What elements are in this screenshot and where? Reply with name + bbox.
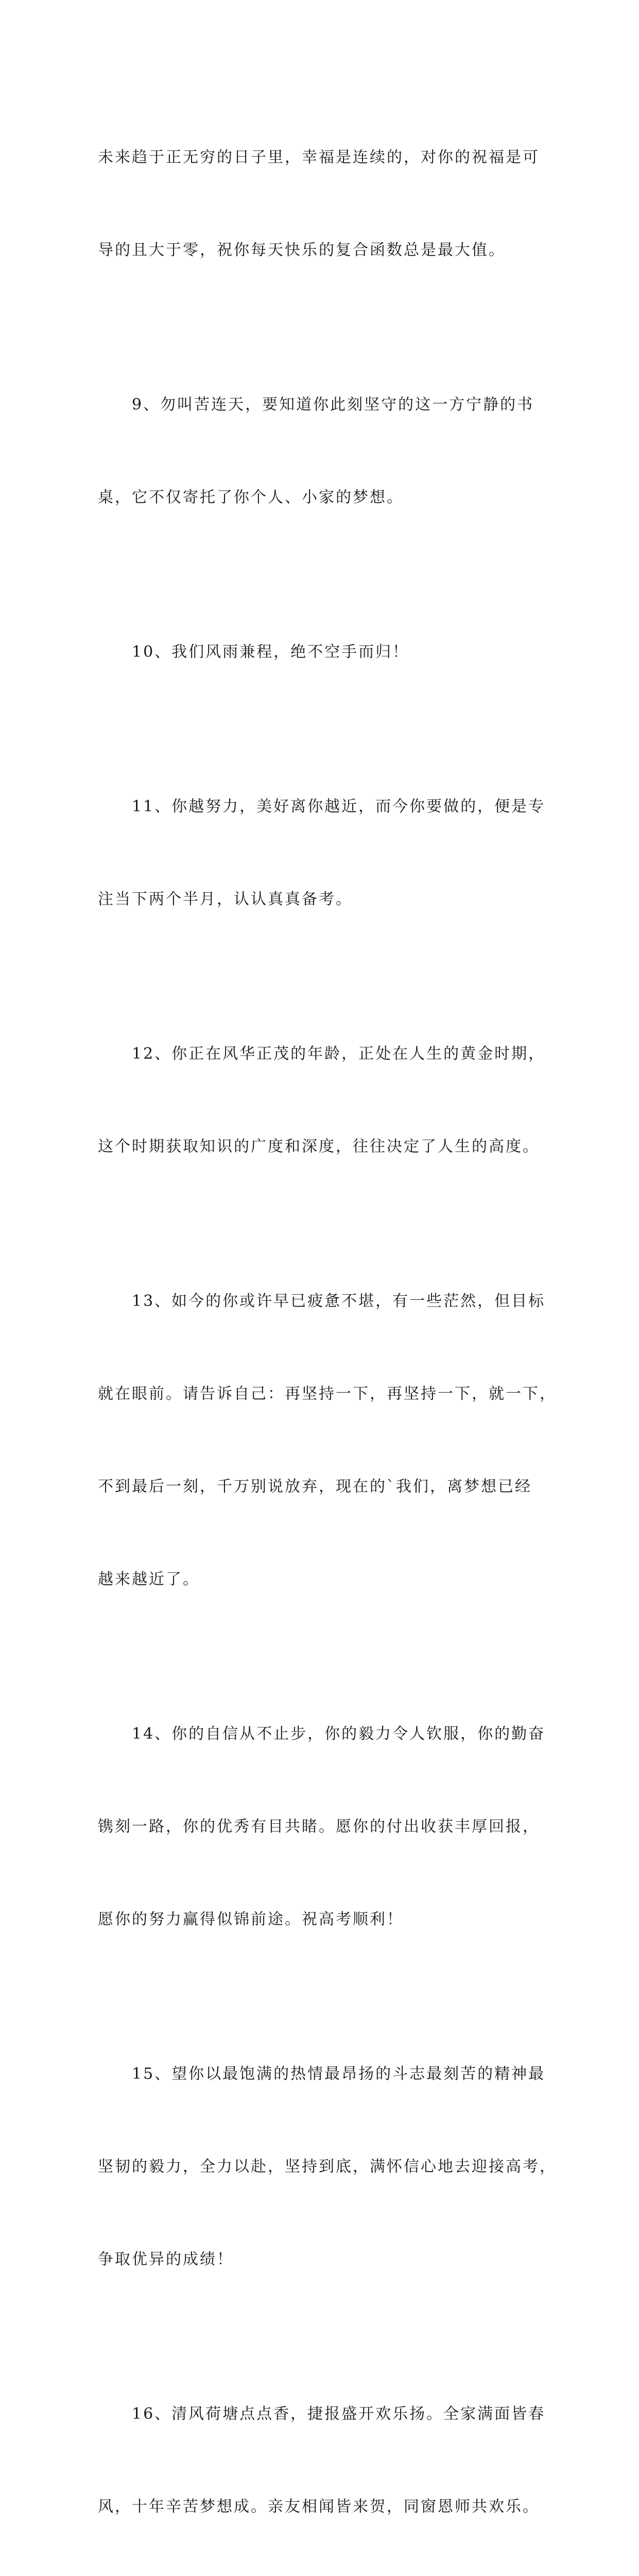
text-line: 桌，它不仅寄托了你个人、小家的梦想。 xyxy=(98,488,404,506)
text-line: 9、勿叫苦连天，要知道你此刻坚守的这一方宁静的书 xyxy=(132,396,534,414)
text-line: 13、如今的你或许早已疲惫不堪，有一些茫然，但目标 xyxy=(132,1292,546,1310)
text-line: 越来越近了。 xyxy=(98,1570,200,1588)
text-line: 镌刻一路，你的优秀有目共睹。愿你的付出收获丰厚回报， xyxy=(98,1818,540,1836)
paragraph-item-9 xyxy=(98,328,551,575)
paragraph-item-10 xyxy=(98,575,551,730)
paragraph-item-13 xyxy=(98,1224,557,1657)
text-line: 14、你的自信从不止步，你的毅力令人钦服，你的勤奋 xyxy=(132,1725,546,1743)
text-line: 风，十年辛苦梦想成。亲友相闻皆来贺，同窗恩师共欢乐。 xyxy=(98,2498,540,2516)
paragraph-item-11 xyxy=(98,730,551,977)
text-line: 坚韧的毅力，全力以赴，坚持到底，满怀信心地去迎接高考， xyxy=(98,2158,557,2176)
paragraph-item-16 xyxy=(98,2337,551,2576)
paragraph-item-12 xyxy=(98,977,551,1224)
text-line: 10、我们风雨兼程，绝不空手而归！ xyxy=(132,643,410,661)
paragraph-continuation xyxy=(98,80,551,328)
text-line: 就在眼前。请告诉自己：再坚持一下，再坚持一下，就一下， xyxy=(98,1385,557,1403)
paragraph-item-14 xyxy=(98,1657,551,1997)
text-line: 愿你的努力赢得似锦前途。祝高考顺利！ xyxy=(98,1910,404,1928)
document-body xyxy=(98,80,557,2576)
text-line: 这个时期获取知识的广度和深度，往往决定了人生的高度。 xyxy=(98,1138,540,1156)
text-line: 不到最后一刻，千万别说放弃，现在的`我们，离梦想已经 xyxy=(98,1478,532,1496)
text-line: 16、清风荷塘点点香，捷报盛开欢乐扬。全家满面皆春 xyxy=(132,2405,546,2423)
text-line: 15、望你以最饱满的热情最昂扬的斗志最刻苦的精神最 xyxy=(132,2065,546,2083)
paragraph-item-15 xyxy=(98,1997,557,2337)
text-line: 争取优异的成绩！ xyxy=(98,2250,234,2268)
text-line: 12、你正在风华正茂的年龄，正处在人生的黄金时期， xyxy=(132,1045,546,1063)
text-line: 11、你越努力，美好离你越近，而今你要做的，便是专 xyxy=(132,798,546,816)
text-line: 注当下两个半月，认认真真备考。 xyxy=(98,890,353,908)
text-line: 导的且大于零，祝你每天快乐的复合函数总是最大值。 xyxy=(98,241,506,259)
text-line: 未来趋于正无穷的日子里，幸福是连续的，对你的祝福是可 xyxy=(98,148,540,166)
